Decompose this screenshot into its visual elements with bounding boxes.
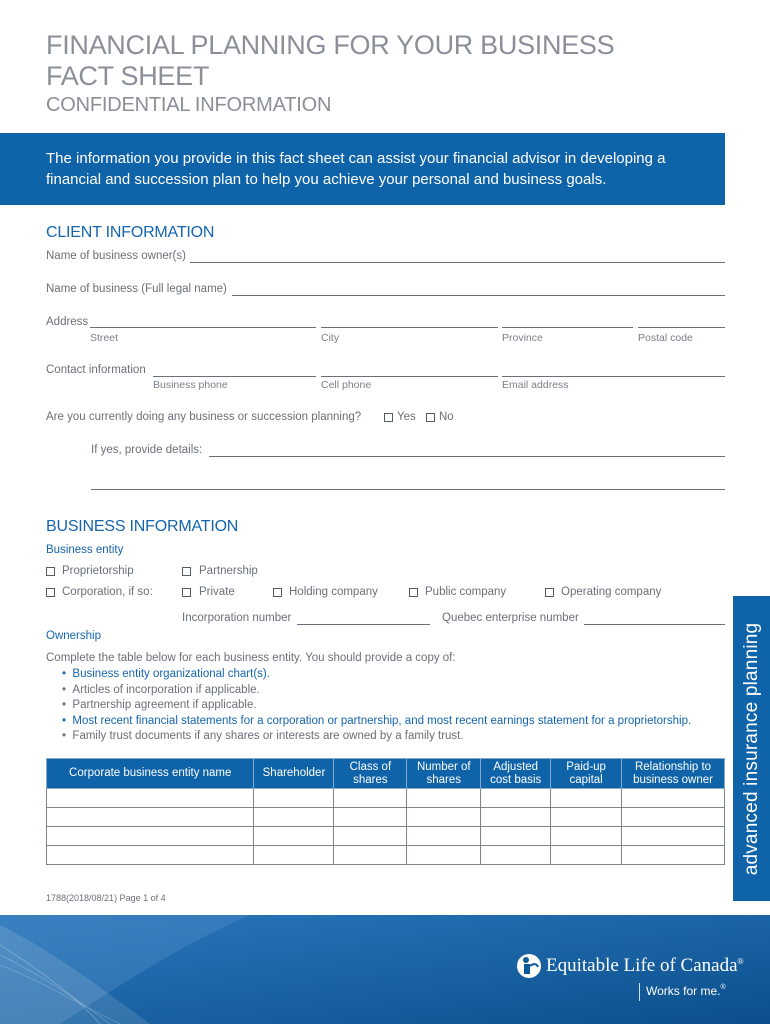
table-cell[interactable] <box>622 827 725 846</box>
yes-label: Yes <box>397 411 416 423</box>
public-company-label: Public company <box>425 586 507 598</box>
table-cell[interactable] <box>622 789 725 808</box>
incorporation-label: Incorporation number <box>182 612 292 624</box>
table-cell[interactable] <box>254 808 334 827</box>
page-title: FINANCIAL PLANNING FOR YOUR BUSINESS FACT SHEET <box>46 30 615 91</box>
table-cell[interactable] <box>407 846 481 865</box>
form-id: 1788(2018/08/21) Page 1 of 4 <box>46 893 166 903</box>
col-entity-name: Corporate business entity name <box>47 759 254 789</box>
table-cell[interactable] <box>622 846 725 865</box>
partnership-checkbox[interactable] <box>182 567 191 576</box>
table-cell[interactable] <box>47 789 254 808</box>
owner-label: Name of business owner(s) <box>46 250 186 262</box>
table-header-row <box>47 759 725 789</box>
table-cell[interactable] <box>481 808 551 827</box>
incorporation-field[interactable] <box>297 624 430 625</box>
city-sublabel: City <box>321 332 340 344</box>
col-class-of-shares: Class of shares <box>334 759 407 789</box>
email-field[interactable] <box>502 376 725 377</box>
details-label: If yes, provide details: <box>91 444 203 456</box>
table-cell[interactable] <box>47 827 254 846</box>
postal-code-sublabel: Postal code <box>638 332 693 344</box>
operating-company-label: Operating company <box>561 586 662 598</box>
city-field[interactable] <box>321 327 498 328</box>
holding-company-label: Holding company <box>289 586 378 598</box>
table-cell[interactable] <box>407 827 481 846</box>
street-sublabel: Street <box>90 332 119 344</box>
business-name-label: Name of business (Full legal name) <box>46 283 227 295</box>
table-row <box>47 846 725 865</box>
col-adjusted-cost-basis: Adjusted cost basis <box>481 759 551 789</box>
no-checkbox[interactable] <box>426 413 435 422</box>
page-subtitle: CONFIDENTIAL INFORMATION <box>46 94 332 116</box>
address-label: Address <box>46 316 89 328</box>
proprietorship-label: Proprietorship <box>62 565 134 577</box>
planning-question: Are you currently doing any business or succession planning? <box>46 411 362 423</box>
table-row <box>47 808 725 827</box>
table-cell[interactable] <box>551 808 622 827</box>
proprietorship-checkbox[interactable] <box>46 567 55 576</box>
sidebar-tab <box>733 596 770 901</box>
table-cell[interactable] <box>481 846 551 865</box>
contact-label: Contact information <box>46 364 146 376</box>
owner-field[interactable] <box>190 262 725 263</box>
private-label: Private <box>199 586 235 598</box>
business-name-field[interactable] <box>232 295 725 296</box>
postal-code-field[interactable] <box>638 327 725 328</box>
corporation-checkbox[interactable] <box>46 588 55 597</box>
details-field-2[interactable] <box>91 489 725 490</box>
brand-tagline: Works for me.® <box>646 984 726 998</box>
cell-phone-sublabel: Cell phone <box>321 379 372 391</box>
col-shareholder: Shareholder <box>254 759 334 789</box>
brand-logo <box>516 953 743 979</box>
table-cell[interactable] <box>407 808 481 827</box>
table-cell[interactable] <box>334 789 407 808</box>
quebec-field[interactable] <box>584 624 725 625</box>
email-sublabel: Email address <box>502 379 569 391</box>
province-sublabel: Province <box>502 332 543 344</box>
private-checkbox[interactable] <box>182 588 191 597</box>
col-relationship: Relationship to business owner <box>622 759 725 789</box>
cell-phone-field[interactable] <box>321 376 498 377</box>
list-item: • Partnership agreement if applicable. <box>62 699 257 711</box>
list-item: • Most recent financial statements for a corporation or partnership, and most recent earnings statement for a proprietorship. <box>62 714 692 727</box>
table-cell[interactable] <box>481 789 551 808</box>
business-info-heading: BUSINESS INFORMATION <box>46 518 239 535</box>
table-cell[interactable] <box>254 789 334 808</box>
no-label: No <box>439 411 454 423</box>
table-cell[interactable] <box>334 808 407 827</box>
partnership-label: Partnership <box>199 565 258 577</box>
brand-registered: ® <box>737 956 744 966</box>
table-cell[interactable] <box>47 808 254 827</box>
brand-mark-icon <box>516 953 542 979</box>
operating-company-checkbox[interactable] <box>545 588 554 597</box>
business-entity-label: Business entity <box>46 544 124 556</box>
business-phone-sublabel: Business phone <box>153 379 228 391</box>
table-cell[interactable] <box>47 846 254 865</box>
table-cell[interactable] <box>551 827 622 846</box>
col-number-of-shares: Number of shares <box>407 759 481 789</box>
list-item: • Articles of incorporation if applicable. <box>62 683 260 696</box>
col-paid-up-capital: Paid-up capital <box>551 759 622 789</box>
intro-text: The information you provide in this fact sheet can assist your financial advisor in developing a financial and succession plan to help you achieve your personal and business goals. <box>46 150 666 188</box>
business-phone-field[interactable] <box>153 376 316 377</box>
ownership-instructions: Complete the table below for each business entity. You should provide a copy of: <box>46 652 456 664</box>
table-cell[interactable] <box>334 846 407 865</box>
public-company-checkbox[interactable] <box>409 588 418 597</box>
yes-checkbox[interactable] <box>384 413 393 422</box>
details-field-1[interactable] <box>209 456 725 457</box>
sidebar-label: advanced insurance planning <box>740 622 762 875</box>
client-info-heading: CLIENT INFORMATION <box>46 224 215 241</box>
ownership-table <box>46 758 725 865</box>
list-item: • Family trust documents if any shares or interests are owned by a family trust. <box>62 730 464 742</box>
brand-divider <box>639 983 640 1001</box>
document-list <box>62 667 691 745</box>
table-cell[interactable] <box>254 846 334 865</box>
holding-company-checkbox[interactable] <box>273 588 282 597</box>
table-cell[interactable] <box>407 789 481 808</box>
table-cell[interactable] <box>254 827 334 846</box>
province-field[interactable] <box>502 327 633 328</box>
brand-name: Equitable Life of Canada <box>546 955 738 976</box>
table-cell[interactable] <box>551 846 622 865</box>
quebec-label: Quebec enterprise number <box>442 612 579 624</box>
table-cell[interactable] <box>551 789 622 808</box>
corporation-label: Corporation, if so: <box>62 586 153 598</box>
table-cell[interactable] <box>622 808 725 827</box>
street-field[interactable] <box>90 327 316 328</box>
table-cell[interactable] <box>334 827 407 846</box>
table-row <box>47 827 725 846</box>
footer-banner <box>0 915 770 1024</box>
table-cell[interactable] <box>481 827 551 846</box>
table-row <box>47 789 725 808</box>
ownership-label: Ownership <box>46 630 101 642</box>
list-item: • Business entity organizational chart(s). <box>62 668 270 680</box>
